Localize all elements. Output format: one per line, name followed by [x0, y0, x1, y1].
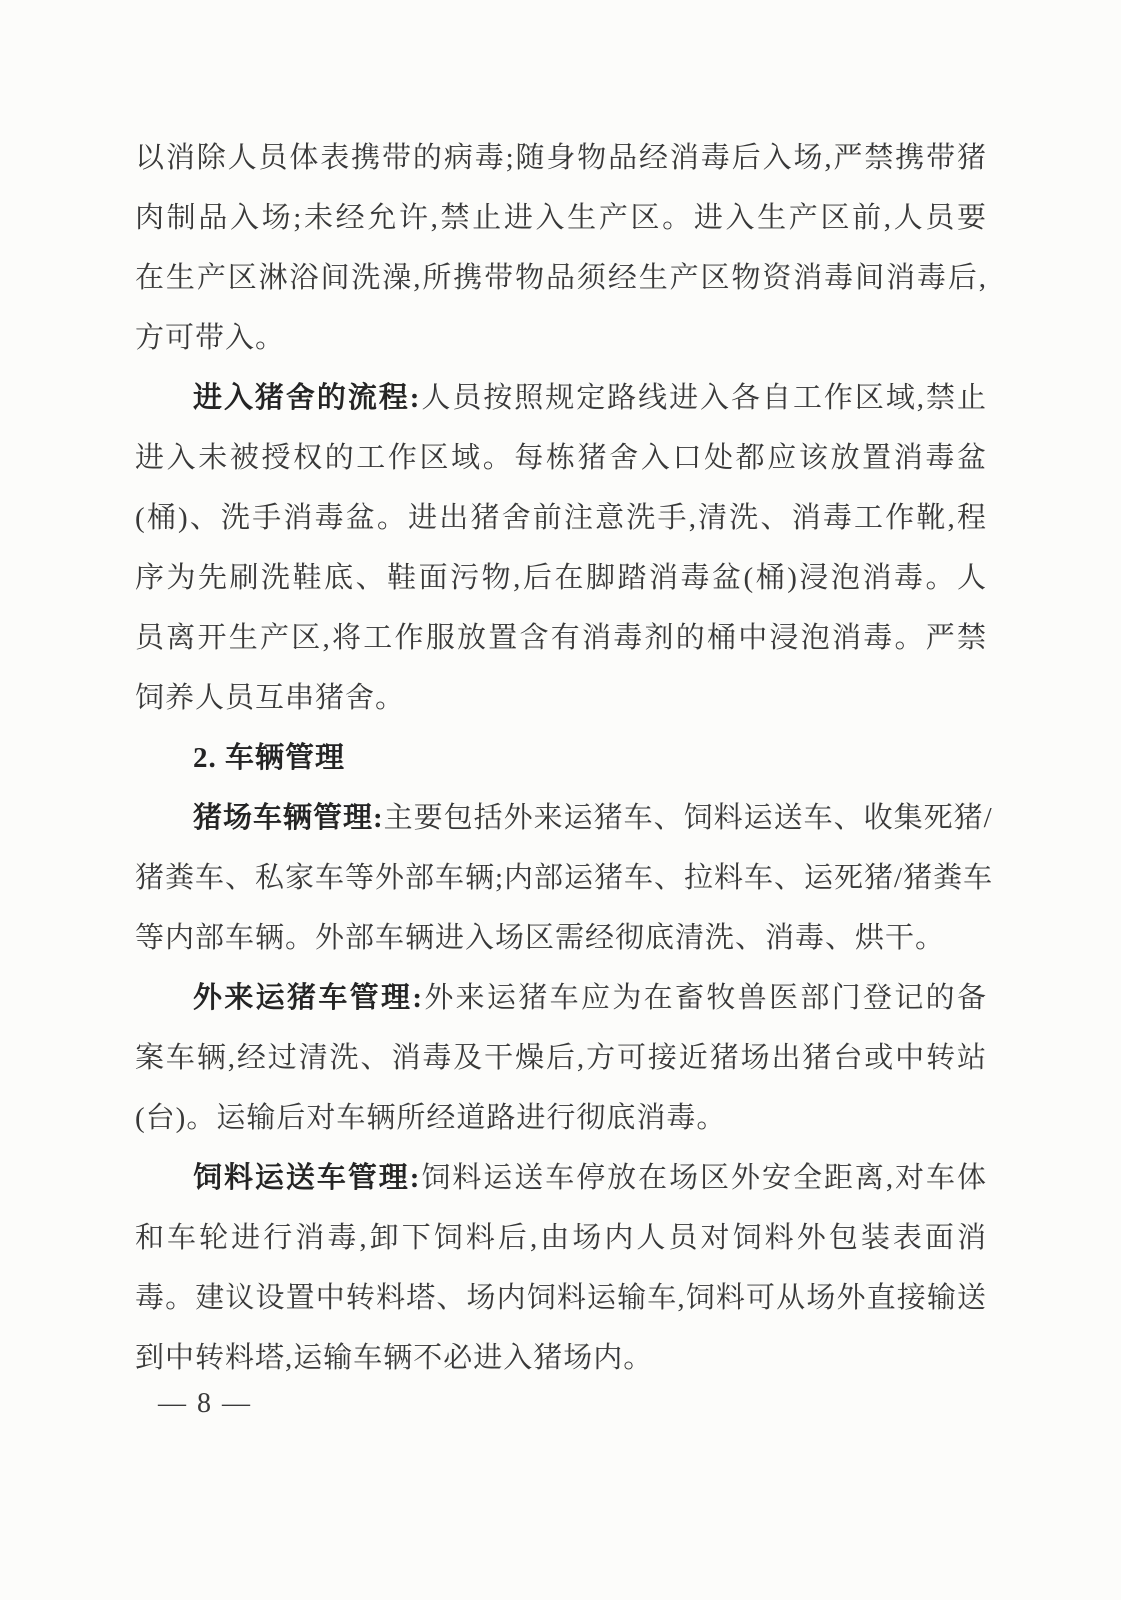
text-line: 猪粪车、私家车等外部车辆;内部运猪车、拉料车、运死猪/猪粪车 — [135, 862, 994, 894]
text-line: 序为先刷洗鞋底、鞋面污物,后在脚踏消毒盆(桶)浸泡消毒。人 — [135, 562, 987, 594]
paragraph — [135, 128, 987, 368]
paragraph — [135, 368, 987, 728]
text-line: 2. 车辆管理 — [193, 742, 346, 774]
section-heading — [135, 728, 987, 788]
text-line: 方可带入。 — [135, 322, 286, 354]
paragraph — [135, 788, 994, 968]
text-line: 等内部车辆。外部车辆进入场区需经彻底清洗、消毒、烘干。 — [135, 922, 946, 954]
text-line: 以消除人员体表携带的病毒;随身物品经消毒后入场,严禁携带猪 — [135, 142, 987, 174]
paragraph — [135, 1148, 987, 1388]
text-line: 饲料运送车管理:饲料运送车停放在场区外安全距离,对车体 — [193, 1162, 987, 1194]
page-number: — 8 — — [158, 1388, 252, 1419]
text-line: 在生产区淋浴间洗澡,所携带物品须经生产区物资消毒间消毒后, — [135, 262, 987, 294]
text-line: 猪场车辆管理:主要包括外来运猪车、饲料运送车、收集死猪/ — [193, 802, 993, 834]
text-line: 进入未被授权的工作区域。每栋猪舍入口处都应该放置消毒盆 — [135, 442, 987, 474]
paragraph-lead-label: 进入猪舍的流程: — [193, 382, 421, 414]
text-line: 进入猪舍的流程:人员按照规定路线进入各自工作区域,禁止 — [193, 382, 987, 414]
paragraph-lead-label: 外来运猪车管理: — [193, 982, 423, 1014]
text-line: 外来运猪车管理:外来运猪车应为在畜牧兽医部门登记的备 — [193, 982, 987, 1014]
text-line: 饲养人员互串猪舍。 — [135, 682, 406, 714]
text-line: (桶)、洗手消毒盆。进出猪舍前注意洗手,清洗、消毒工作靴,程 — [135, 502, 987, 534]
text-line: 和车轮进行消毒,卸下饲料后,由场内人员对饲料外包装表面消 — [135, 1222, 987, 1254]
text-line: 肉制品入场;未经允许,禁止进入生产区。进入生产区前,人员要 — [135, 202, 987, 234]
text-line: 员离开生产区,将工作服放置含有消毒剂的桶中浸泡消毒。严禁 — [135, 622, 987, 654]
paragraph-lead-label: 猪场车辆管理: — [193, 802, 384, 834]
text-line: 毒。建议设置中转料塔、场内饲料运输车,饲料可从场外直接输送 — [135, 1282, 987, 1314]
text-line: (台)。运输后对车辆所经道路进行彻底消毒。 — [135, 1102, 727, 1134]
text-line: 案车辆,经过清洗、消毒及干燥后,方可接近猪场出猪台或中转站 — [135, 1042, 987, 1074]
paragraph — [135, 968, 987, 1148]
text-line: 到中转料塔,运输车辆不必进入猪场内。 — [135, 1342, 654, 1374]
document-body — [135, 128, 994, 1388]
paragraph-lead-label: 饲料运送车管理: — [193, 1162, 421, 1194]
